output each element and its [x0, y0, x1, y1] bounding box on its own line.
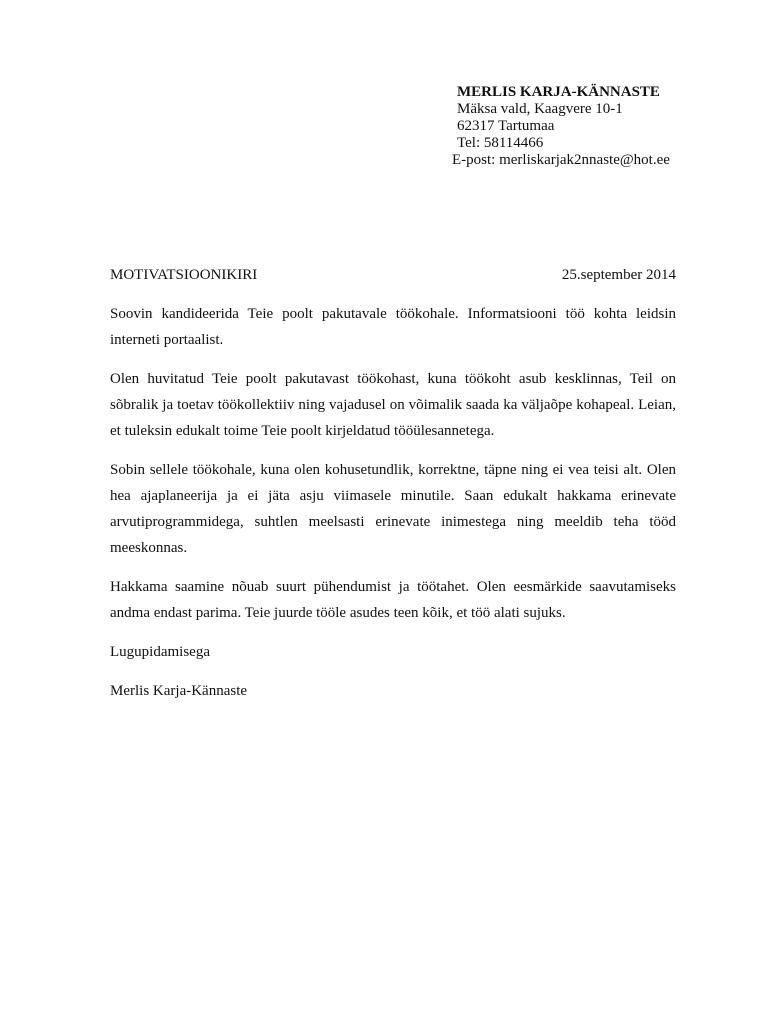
letter-title: MOTIVATSIOONIKIRI [110, 267, 258, 283]
paragraph-qualities: Sobin sellele töökohale, kuna olen kohusetundlik, korrektne, täpne ning ei vea teisi alt. Olen hea ajaplaneerija ja ei jäta asju viimasele minutile. Saan edukalt hakkama erinevate arvutiprogrammidega, suhtlen meelsasti erinevate inimestega ning meeldib teha tööd meeskonnas. [110, 462, 676, 556]
sender-phone: Tel: 58114466 [457, 135, 544, 151]
paragraph-commitment: Hakkama saamine nõuab suurt pühendumist ja töötahet. Olen eesmärkide saavutamiseks andma endast parima. Teie juurde tööle asudes teen kõik, et töö alati sujuks. [110, 579, 676, 621]
sender-address-line2: 62317 Tartumaa [457, 118, 555, 134]
letter-date: 25.september 2014 [561, 267, 676, 283]
letter-signature: Merlis Karja-Kännaste [110, 683, 248, 699]
letter-closing: Lugupidamisega [110, 644, 210, 660]
paragraph-interest: Olen huvitatud Teie poolt pakutavast töökohast, kuna töökoht asub kesklinnas, Teil on sõbralik ja toetav töökollektiiv ning vajadusel on võimalik saada ka väljaõpe kohapeal. Leian, et tuleksin edukalt toime Teie poolt kirjeldatud tööülesannetega. [110, 371, 676, 439]
letter-heading [110, 265, 676, 285]
sender-name: MERLIS KARJA-KÄNNASTE [457, 84, 660, 100]
letter-body [110, 301, 676, 717]
sender-block [452, 84, 670, 169]
paragraph-intro: Soovin kandideerida Teie poolt pakutavale töökohale. Informatsiooni töö kohta leidsin interneti portaalist. [110, 306, 676, 348]
sender-email: E-post: merliskarjak2nnaste@hot.ee [452, 152, 670, 168]
sender-address-line1: Mäksa vald, Kaagvere 10-1 [457, 101, 623, 117]
